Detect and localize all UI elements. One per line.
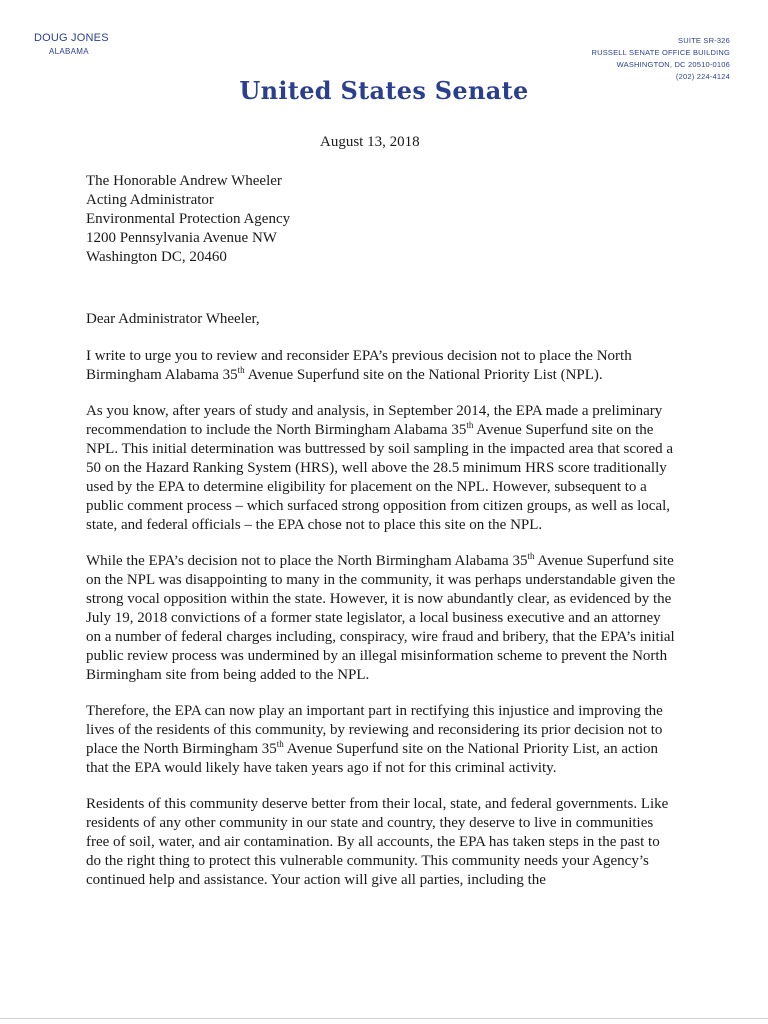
office-building: RUSSELL SENATE OFFICE BUILDING <box>591 48 730 57</box>
paragraph-3: While the EPA’s decision not to place the North Birmingham Alabama 35th Avenue Superfund site on the NPL was disappointing to many in the community, it was perhaps understandable given the strong vocal opposition within the state. However, it is now abundantly clear, as evidenced by the July 19, 2018 convictions of a former state legislator, a local business executive and an attorney on a number of federal charges including, conspiracy, wire fraud and bribery, that the EPA’s initial public review process was undermined by an illegal misinformation scheme to prevent the North Birmingham site from being added to the NPL. <box>86 551 676 683</box>
office-city: WASHINGTON, DC 20510-0106 <box>616 60 730 69</box>
recipient-street: 1200 Pennsylvania Avenue NW <box>86 230 277 246</box>
recipient-city: Washington DC, 20460 <box>86 249 227 265</box>
senate-title: United States Senate <box>239 76 529 105</box>
paragraph-1: I write to urge you to review and reconsider EPA’s previous decision not to place the North Birmingham Alabama 35th Avenue Superfund site on the National Priority List (NPL). <box>86 348 632 383</box>
page-edge-line <box>0 1018 768 1019</box>
senator-state: ALABAMA <box>49 47 89 56</box>
recipient-address <box>86 172 290 267</box>
recipient-name: The Honorable Andrew Wheeler <box>86 173 282 189</box>
office-phone: (202) 224-4124 <box>675 72 730 81</box>
letter-body <box>86 347 678 907</box>
paragraph-5: Residents of this community deserve better from their local, state, and federal governments. Like residents of any other community in our state and country, they deserve to live in communities free of soil, water, and air contamination. By all accounts, the EPA has taken steps in the past to do the right thing to protect this vulnerable community. This community needs your Agency’s continued help and assistance. Your action will give all parties, including the <box>86 796 669 888</box>
recipient-agency: Environmental Protection Agency <box>86 211 291 227</box>
paragraph-4: Therefore, the EPA can now play an important part in rectifying this injustice and improving the lives of the residents of this community, by reviewing and reconsidering its prior decision not to place the North Birmingham 35th Avenue Superfund site on the National Priority List, an action that the EPA would likely have taken years ago if not for this criminal activity. <box>86 703 663 776</box>
salutation: Dear Administrator Wheeler, <box>86 311 260 327</box>
recipient-title: Acting Administrator <box>86 192 214 208</box>
letter-date: August 13, 2018 <box>320 134 420 150</box>
paragraph-2: As you know, after years of study and analysis, in September 2014, the EPA made a preliminary recommendation to include the North Birmingham Alabama 35th Avenue Superfund site on the NPL. This initial determination was buttressed by soil sampling in the impacted area that scored a 50 on the Hazard Ranking System (HRS), well above the 28.5 minimum HRS score traditionally used by the EPA to determine eligibility for placement on the NPL. However, subsequent to a public comment process – which surfaced strong opposition from citizen groups, as well as local, state, and federal officials – the EPA chose not to place this site on the NPL. <box>86 403 674 533</box>
senator-letterhead <box>34 32 109 56</box>
senator-name: DOUG JONES <box>34 32 109 44</box>
office-suite: SUITE SR-326 <box>678 36 730 45</box>
